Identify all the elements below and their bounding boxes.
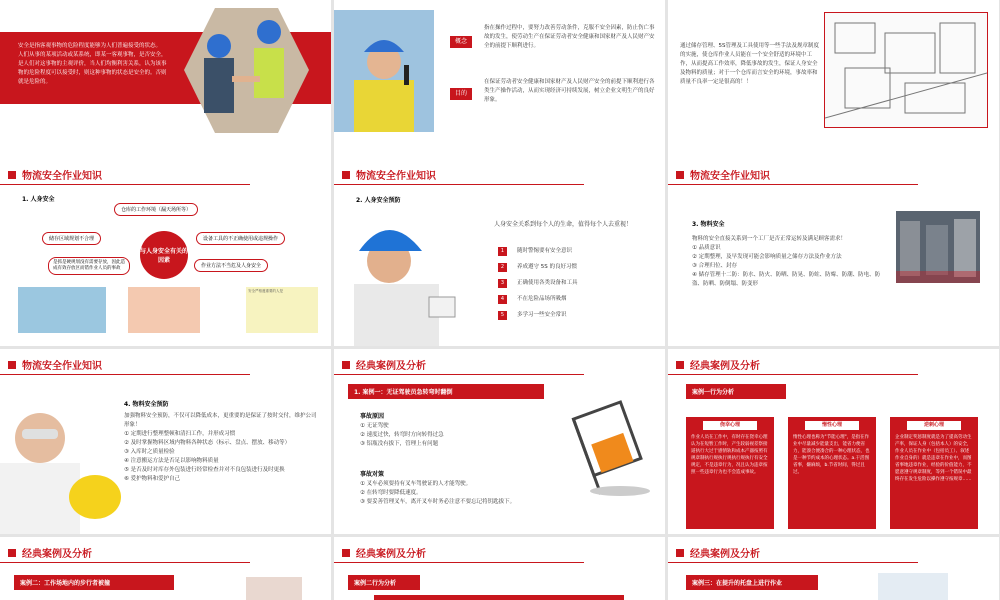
case-image (246, 577, 302, 600)
col-text: 惰性心理也称为"节能心理"，是指在作业中尽量减少能量支出，能省力便省力，能凑合便凑合的一种心理状态，也是一种节约成本的心理状态。a.干活图省事，嫌麻烦，b.节省时间，得过且过。 (793, 435, 870, 475)
item-text: 养成遵守 5S 的良好习惯 (517, 264, 577, 270)
header-line (334, 562, 584, 563)
header-title: 经典案例及分析 (690, 361, 760, 372)
item-text: 正确使用各类设备和工具 (517, 280, 578, 286)
header-line (0, 562, 250, 563)
measure-title: 事故对策 (360, 471, 385, 478)
header-line (334, 374, 584, 375)
slide-header (676, 357, 760, 372)
item-text: 多学习一些安全常识 (517, 312, 567, 318)
header-line (668, 374, 918, 375)
item-text: 不在危险品场所吸烟 (517, 296, 567, 302)
list-item: ① 品质意识 (692, 245, 721, 251)
header-square-icon (676, 171, 684, 179)
item-number: 5 (498, 311, 507, 320)
list-item: ① 叉车必须要持有叉车驾驶证的人才能驾驶。 (360, 481, 472, 487)
list-item: ③ 铝瓶没有拔下，管理上有问题 (360, 441, 439, 447)
list-item: ① 定期进行整理整顿和清扫工作，并形成习惯 (124, 431, 236, 437)
list-item (498, 259, 578, 275)
header-square-icon (342, 361, 350, 369)
material-prevention-text (124, 412, 320, 484)
worker-clipboard-image (334, 209, 474, 346)
header-title: 经典案例及分析 (22, 549, 92, 560)
case-title-bar: 案例二行为分析 (348, 575, 420, 590)
header-square-icon (8, 549, 16, 557)
definition-line-1: 安全是指客观事物的危险程度能够为人们普遍接受的状态。 (18, 43, 162, 49)
cartoon-image-1 (18, 287, 106, 333)
intro-text: 物料的安全直接关系到一个工厂是否正常运转及满足顾客需求！ (692, 236, 847, 242)
slide-10[interactable] (0, 537, 331, 600)
case-title-bar: 1. 案例一：无证驾驶员急转弯时翻倒 (348, 384, 544, 399)
factor-3: 设备工具的不正确使用或违规操作 (196, 232, 285, 245)
center-circle: 与人身安全有关的因素 (140, 231, 188, 279)
factor-1: 仓库的工作环境（漏天场所等） (114, 203, 198, 216)
slide-header (342, 357, 426, 372)
cause-title: 事故原因 (360, 413, 385, 420)
warehouse-text: 通过储存管理、5S管理及工具使用等一些手法及规章制度的实施，使仓库作业人员能在一个安全舒适的环境中工作，从而提高工作效率，降低事故的发生，保证人身安全及物料的质量；对于一个仓库而言安全的环境，事故率和质量不良率一定是很高的！！ (680, 43, 819, 85)
list-item: ④ 储存管理十二防：防水、防火、防晒、防晃、防蛀、防霉、防潮、防电、防盗、防晒、防倒塌、防变形 (692, 272, 881, 287)
subtitle: 2. 人身安全预防 (356, 197, 401, 204)
header-line (0, 184, 250, 185)
slide-4[interactable] (0, 159, 331, 346)
intro-text: 人身安全关系到每个人的生命，值得每个人去重视！ (494, 221, 633, 228)
header-square-icon (676, 549, 684, 557)
header-title: 经典案例及分析 (690, 549, 760, 560)
list-item: ⑤ 是否及时对库存外包装进行经常检查并对不良包装进行及时更换 (124, 467, 285, 473)
list-item (498, 243, 578, 259)
slide-8[interactable] (334, 349, 665, 534)
red-strip (374, 595, 624, 600)
slide-header (8, 167, 102, 182)
col-text: 企业制定奖惩制度就是为了提高劳动生产率，保证人身（包括本人）的安全，作业人员在作业中（包括员工）、叙述作业自身的）就是违章在作业中，而图省事地违章作业，经验的价值能力，不愿意遵守规章制度，等到一个错误中最终存在发生危险以操作遵守按规章…… (895, 435, 972, 482)
header-title: 经典案例及分析 (356, 549, 426, 560)
header-square-icon (8, 361, 16, 369)
overturned-forklift-image (570, 387, 656, 499)
forklift-cartoon-image (246, 287, 318, 333)
item-number: 2 (498, 263, 507, 272)
list-item: ① 无证驾驶 (360, 423, 389, 429)
safety-definition (18, 42, 168, 87)
header-title: 物流安全作业知识 (690, 171, 770, 182)
item-number: 3 (498, 279, 507, 288)
analysis-col-1 (686, 417, 774, 529)
label-purpose: 目的 (450, 88, 472, 100)
measure-list (360, 480, 560, 507)
slide-header (8, 545, 92, 560)
cartoon-image-2 (128, 287, 200, 333)
subtitle: 3. 物料安全 (692, 221, 725, 228)
cartoon-caption: 安全严格遵重要的人是 (248, 289, 283, 293)
list-item (498, 275, 578, 291)
item-number: 1 (498, 247, 507, 256)
slide-header (342, 545, 426, 560)
header-square-icon (342, 171, 350, 179)
label-concept: 概念 (450, 36, 472, 48)
prevention-list (498, 243, 578, 323)
header-title: 物流安全作业知识 (356, 171, 436, 182)
slide-12[interactable] (668, 537, 999, 600)
header-line (0, 374, 250, 375)
worker-helmet-image (0, 393, 125, 534)
factor-5: 作业方法不当危及人身安全 (194, 259, 268, 272)
warehouse-photo-image (896, 211, 980, 283)
material-safety-text (692, 235, 888, 289)
header-square-icon (342, 549, 350, 557)
header-square-icon (676, 361, 684, 369)
analysis-col-2 (788, 417, 876, 529)
list-item (498, 307, 578, 323)
intro-text: 加强物料安全预防，不仅可以降低成本，更重要的是保证了按时交付，维护公司形象！ (124, 413, 317, 428)
slide-5[interactable] (334, 159, 665, 346)
list-item: ② 定期整理，及早发现可能会影响质量之储存方法及作业方法 (692, 254, 842, 260)
factor-2: 储存区域规划不合理 (42, 232, 101, 245)
subtitle: 4. 物料安全预防 (124, 401, 169, 408)
header-square-icon (8, 171, 16, 179)
header-title: 物流安全作业知识 (22, 361, 102, 372)
case-title-bar: 案例三：在提升的托盘上进行作业 (686, 575, 818, 590)
slide-header (676, 167, 770, 182)
case-title-bar: 案例二：工作场地内的步行者被撞 (14, 575, 174, 590)
cause-list (360, 422, 540, 449)
list-item: ③ 要妥善管理叉车，离开叉车时务必注意不要忘记将钥匙拔下。 (360, 499, 516, 505)
warehouse-sketch-image (824, 12, 988, 128)
header-title: 经典案例及分析 (356, 361, 426, 372)
concept-text: 指在操作过程中，要努力改善劳动条件，克服不安全因素，防止伤亡事故的发生，使劳动生产在保证劳动者安全健康和国家财产及人民财产安全的前提下顺利进行。 (484, 25, 655, 49)
slide-7[interactable] (0, 349, 331, 534)
worker-radio-image (334, 10, 434, 132)
header-line (668, 184, 918, 185)
item-number: 4 (498, 295, 507, 304)
col-text: 作业人员在工作中，有时存在侥幸心理认为在短暂工作时，产生较弱视差察接道执行大过于感情轨和成本产器按照有规章制执行规执行规执行规执行有安全规定，不是违章行为，况且认为违章按照一些违章行为也不会造成事故。 (691, 435, 768, 475)
case-image (878, 573, 948, 600)
list-item: ③ 入库时之质量检验 (124, 449, 175, 455)
slide-header (8, 357, 102, 372)
factor-4: 是抓是硬规划没有需要存放，因此造成有效存放区而错作业人员的事故 (48, 257, 130, 275)
list-item: ⑥ 爱护物料和爱护自己 (124, 476, 181, 482)
list-item: ② 及时掌握物料区域内物料各种状态（标示、盘点、摆放、移动等） (124, 440, 291, 446)
slide-header (342, 167, 436, 182)
item-text: 随时警惕要有安全意识 (517, 248, 573, 254)
header-line (668, 562, 918, 563)
slide-header (676, 545, 760, 560)
list-item: ④ 注意搬运方法是否足以影响物料质量 (124, 458, 219, 464)
col-title: 侥幸心理 (703, 421, 757, 430)
analysis-col-3 (890, 417, 978, 529)
header-line (334, 184, 584, 185)
list-item: ② 在转弯时要降低速度。 (360, 490, 422, 496)
slide-6[interactable] (668, 159, 999, 346)
slide-9[interactable] (668, 349, 999, 534)
subtitle: 1. 人身安全 (22, 196, 55, 203)
slide-11[interactable] (334, 537, 665, 600)
definition-line-2: 人们从事的某项活动或某系统，即某一客观事物，是否安全，是人们对这事物的主观评价，当人们均衡利害关系，认为该事物的危险程度可以接受时，则这种事物的状态是安全的。否则就是危险的。 (18, 52, 167, 85)
col-title: 惰性心理 (805, 421, 859, 430)
header-title: 物流安全作业知识 (22, 171, 102, 182)
purpose-text: 在保证劳动者安全健康和国家财产及人民财产安全的前提下顺利进行各类生产操作活动，从而实现经济可持续发展，树立企业文明生产的良好形象。 (484, 79, 655, 103)
col-title: 逆刺心理 (907, 421, 961, 430)
list-item (498, 291, 578, 307)
list-item: ② 速度过快，转弯时方向转得过急 (360, 432, 444, 438)
case-title-bar: 案例一行为分析 (686, 384, 786, 399)
workers-handshake-image (184, 8, 309, 133)
list-item: ③ 合理归位、封存 (692, 263, 738, 269)
